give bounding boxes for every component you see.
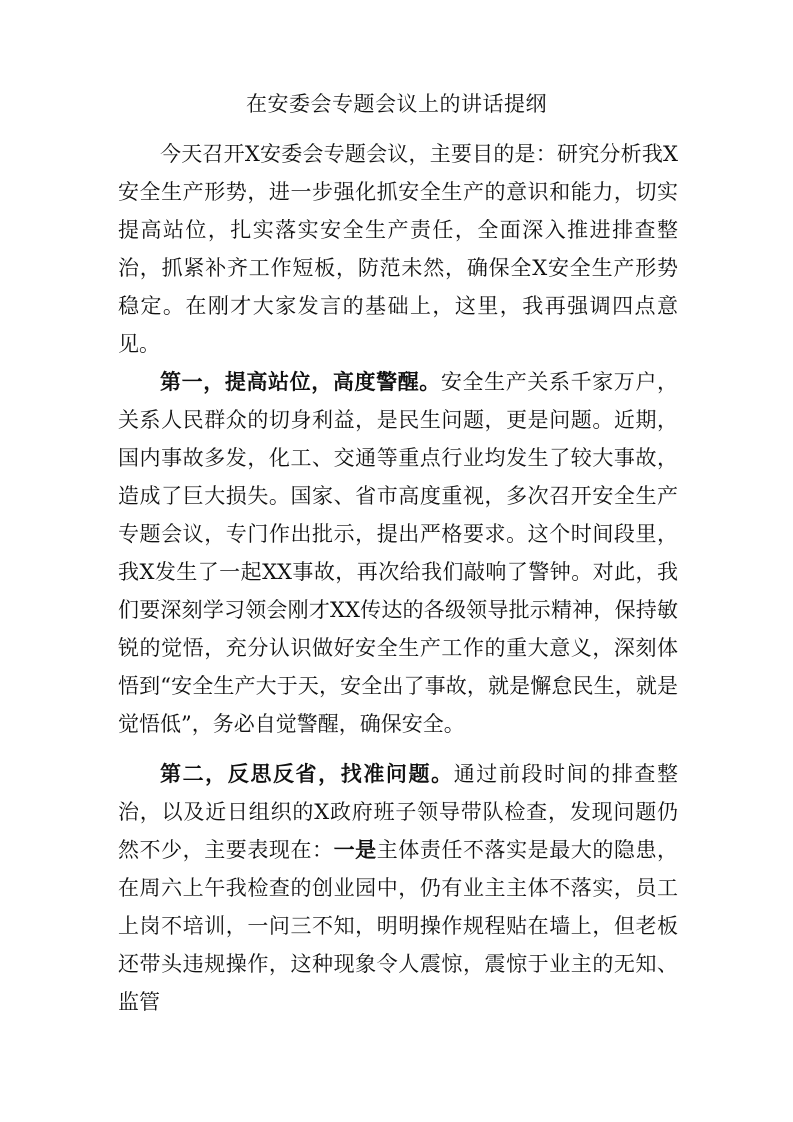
document-body bbox=[118, 135, 678, 1021]
document-title: 在安委会专题会议上的讲话提纲 bbox=[246, 92, 547, 116]
paragraph-second-point bbox=[118, 755, 678, 1021]
paragraph-first-point bbox=[118, 363, 678, 743]
first-point-text: 安全生产关系千家万户，关系人民群众的切身利益，是民生问题，更是问题。近期，国内事故多发，化工、交通等重点行业均发生了较大事故，造成了巨大损失。国家、省市高度重视，多次召开安全生产专题会议，专门作出批示，提出严格要求。这个时间段里，我X发生了一起XX事故，再次给我们敲响了警钟。对此，我们要深刻学习领会刚才XX传达的各级领导批示精神，保持敏锐的觉悟，充分认识做好安全生产工作的重大意义，深刻体悟到“安全生产大于天，安全出了事故，就是懈怠民生，就是觉悟低”，务必自觉警醒，确保安全。 bbox=[118, 370, 679, 736]
first-point-heading: 第一，提高站位，高度警醒。 bbox=[160, 369, 441, 394]
second-point-heading: 第二，反思反省，找准问题。 bbox=[160, 761, 454, 786]
paragraph-intro-text: 今天召开X安委会专题会议，主要目的是：研究分析我X安全生产形势，进一步强化抓安全生产的意识和能力，切实提高站位，扎实落实安全生产责任，全面深入推进排查整治，抓紧补齐工作短板，防范未然，确保全X安全生产形势稳定。在刚才大家发言的基础上，这里，我再强调四点意见。 bbox=[118, 142, 678, 356]
paragraph-intro bbox=[118, 135, 678, 363]
second-point-subtext: 主体责任不落实是最大的隐患，在周六上午我检查的创业园中，仍有业主主体不落实，员工上岗不培训，一问三不知，明明操作规程贴在墙上，但老板还带头违规操作，这种现象令人震惊，震惊于业主的无知、监管 bbox=[118, 838, 679, 1014]
second-point-subheading: 一是 bbox=[333, 837, 377, 862]
second-point-text: 通过前段时间的排查整治，以及近日组织的X政府班子领导带队检查，发现问题仍然不少，主要表现在： bbox=[118, 762, 679, 862]
